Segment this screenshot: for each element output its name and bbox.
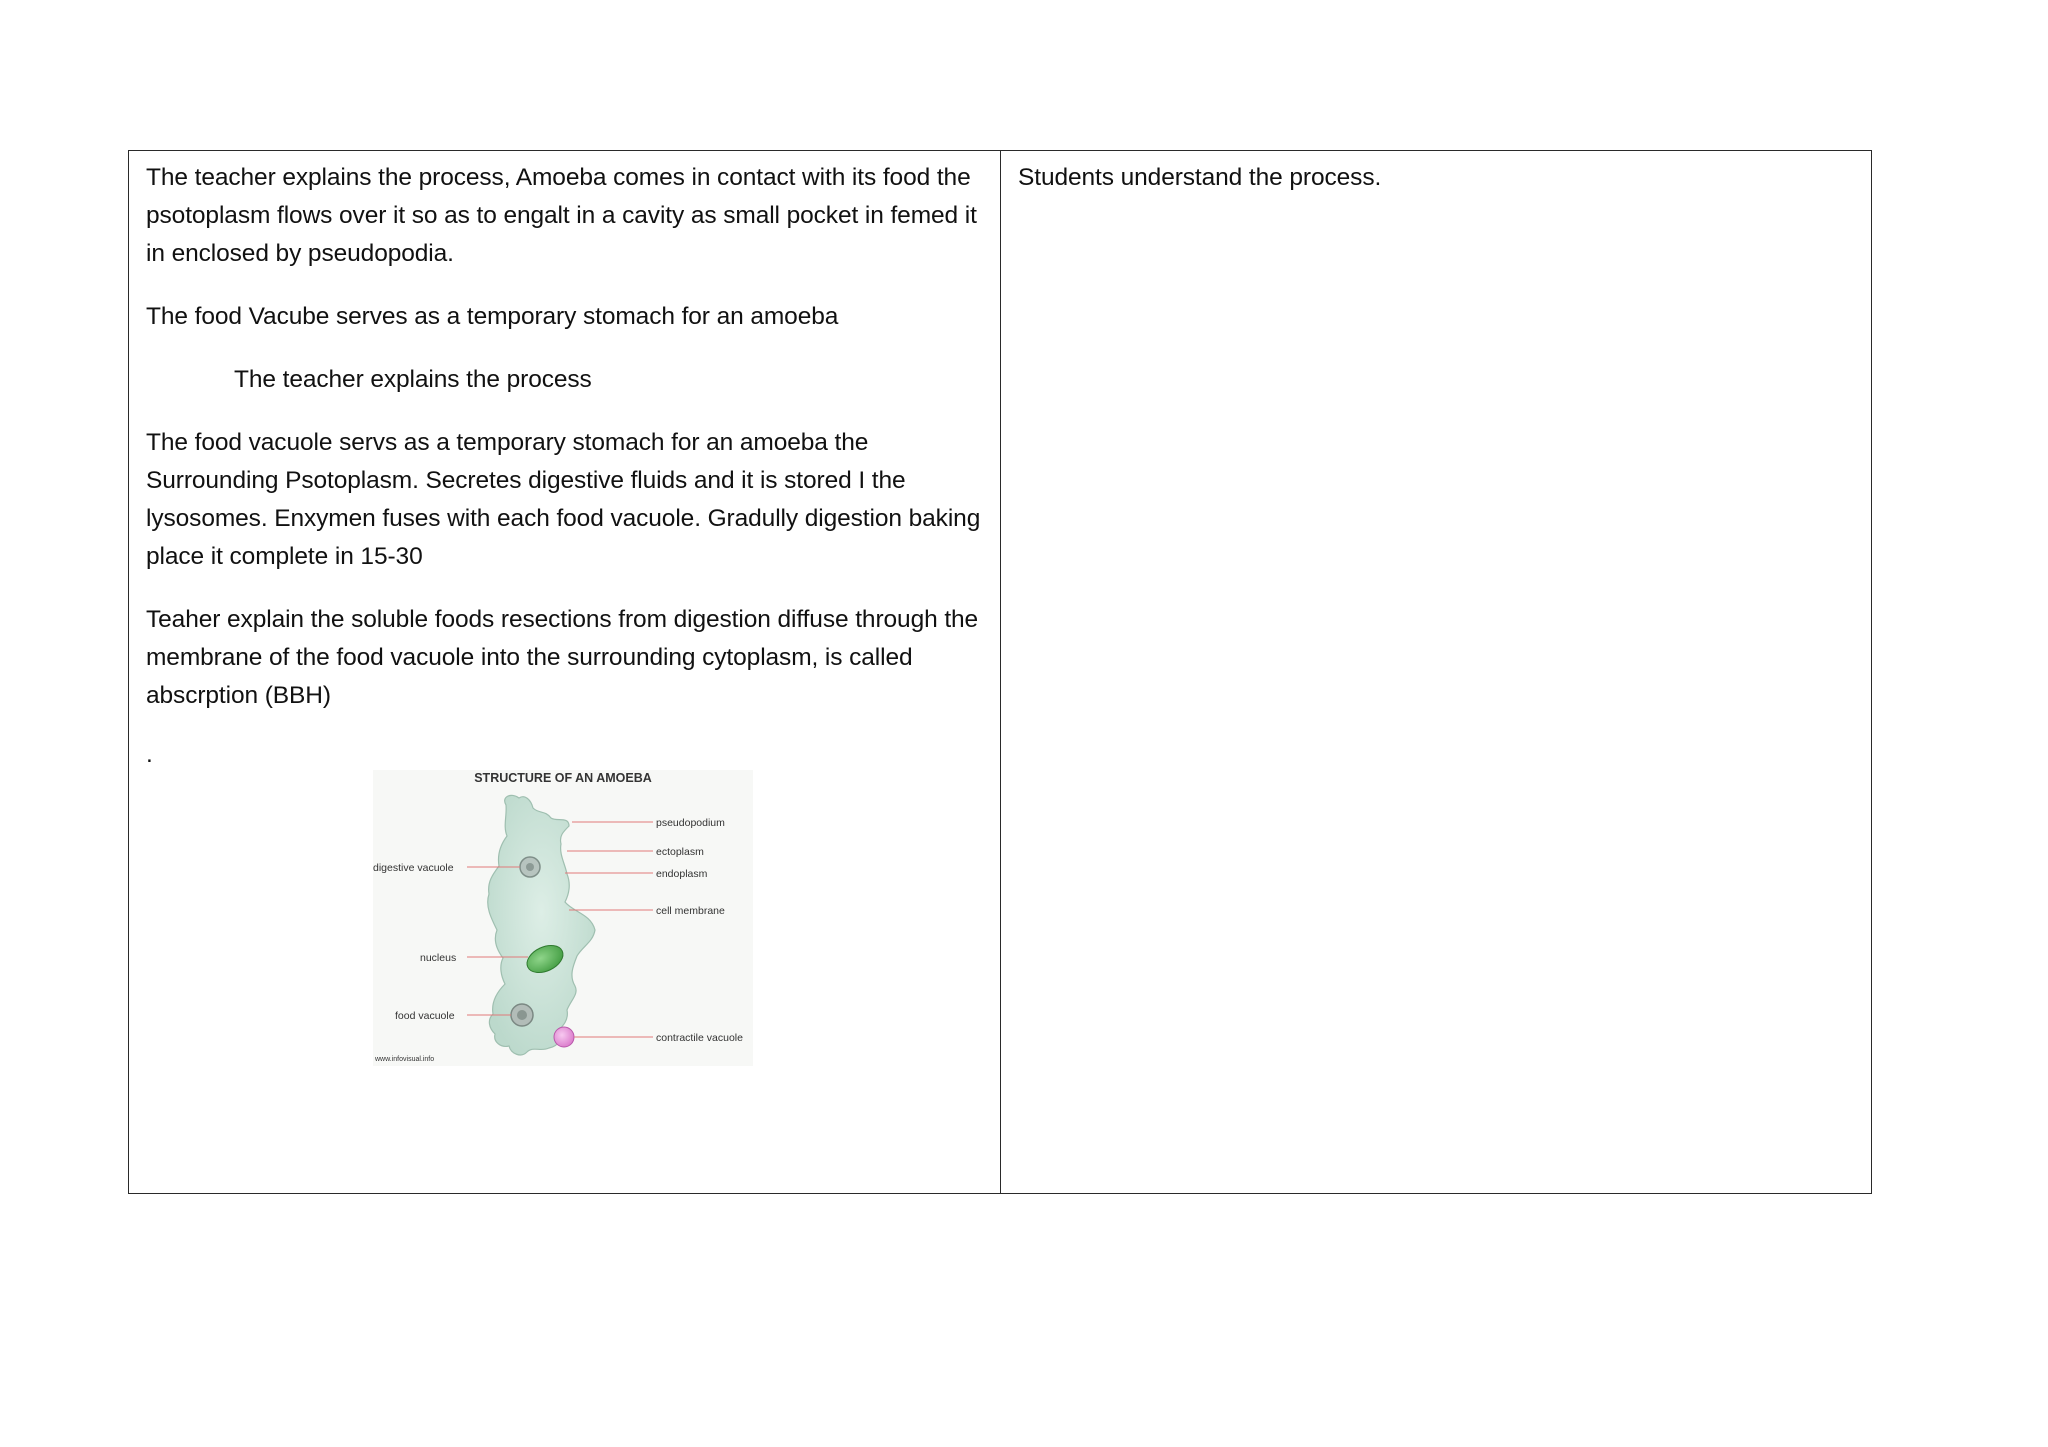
contractile-vacuole-shape xyxy=(554,1027,574,1047)
label-digestive-vacuole: digestive vacuole xyxy=(373,862,454,874)
paragraph-students-understand: Students understand the process. xyxy=(1018,164,1382,191)
lesson-table xyxy=(128,150,1872,1194)
label-cell-membrane: cell membrane xyxy=(656,905,725,917)
paragraph-food-vacube: The food Vacube serves as a temporary stomach for an amoeba xyxy=(146,303,839,330)
amoeba-structure-figure xyxy=(373,770,753,1066)
student-activity-cell xyxy=(1001,151,1871,1193)
paragraph-dot: . xyxy=(146,741,153,768)
paragraph-absorption: Teaher explain the soluble foods resections from digestion diffuse through the membrane of the food vacuole into the surrounding cytoplasm, is called abscrption (BBH) xyxy=(146,606,979,709)
teacher-activity-cell xyxy=(129,151,1001,1193)
figure-watermark: www.infovisual.info xyxy=(375,1056,435,1063)
paragraph-amoeba-contact: The teacher explains the process, Amoeba comes in contact with its food the psotoplasm flows over it so as to engalt in a cavity as small pocket in femed it in enclosed by pseudopodia. xyxy=(146,164,977,267)
label-food-vacuole: food vacuole xyxy=(395,1010,455,1022)
amoeba-diagram xyxy=(373,770,753,1066)
label-ectoplasm: ectoplasm xyxy=(656,846,704,858)
label-pseudopodium: pseudopodium xyxy=(656,817,725,829)
label-nucleus: nucleus xyxy=(420,952,457,964)
label-endoplasm: endoplasm xyxy=(656,868,708,880)
label-contractile-vacuole: contractile vacuole xyxy=(656,1032,743,1044)
figure-title: STRUCTURE OF AN AMOEBA xyxy=(474,771,652,785)
paragraph-teacher-explains: The teacher explains the process xyxy=(234,366,592,393)
paragraph-food-vacuole-digestion: The food vacuole servs as a temporary stomach for an amoeba the Surrounding Psotoplasm. Secretes digestive fluids and it is stored I the lysosomes. Enxymen fuses with each food vacuole. Gradully digestion baking place it complete in 15-30 xyxy=(146,429,981,570)
